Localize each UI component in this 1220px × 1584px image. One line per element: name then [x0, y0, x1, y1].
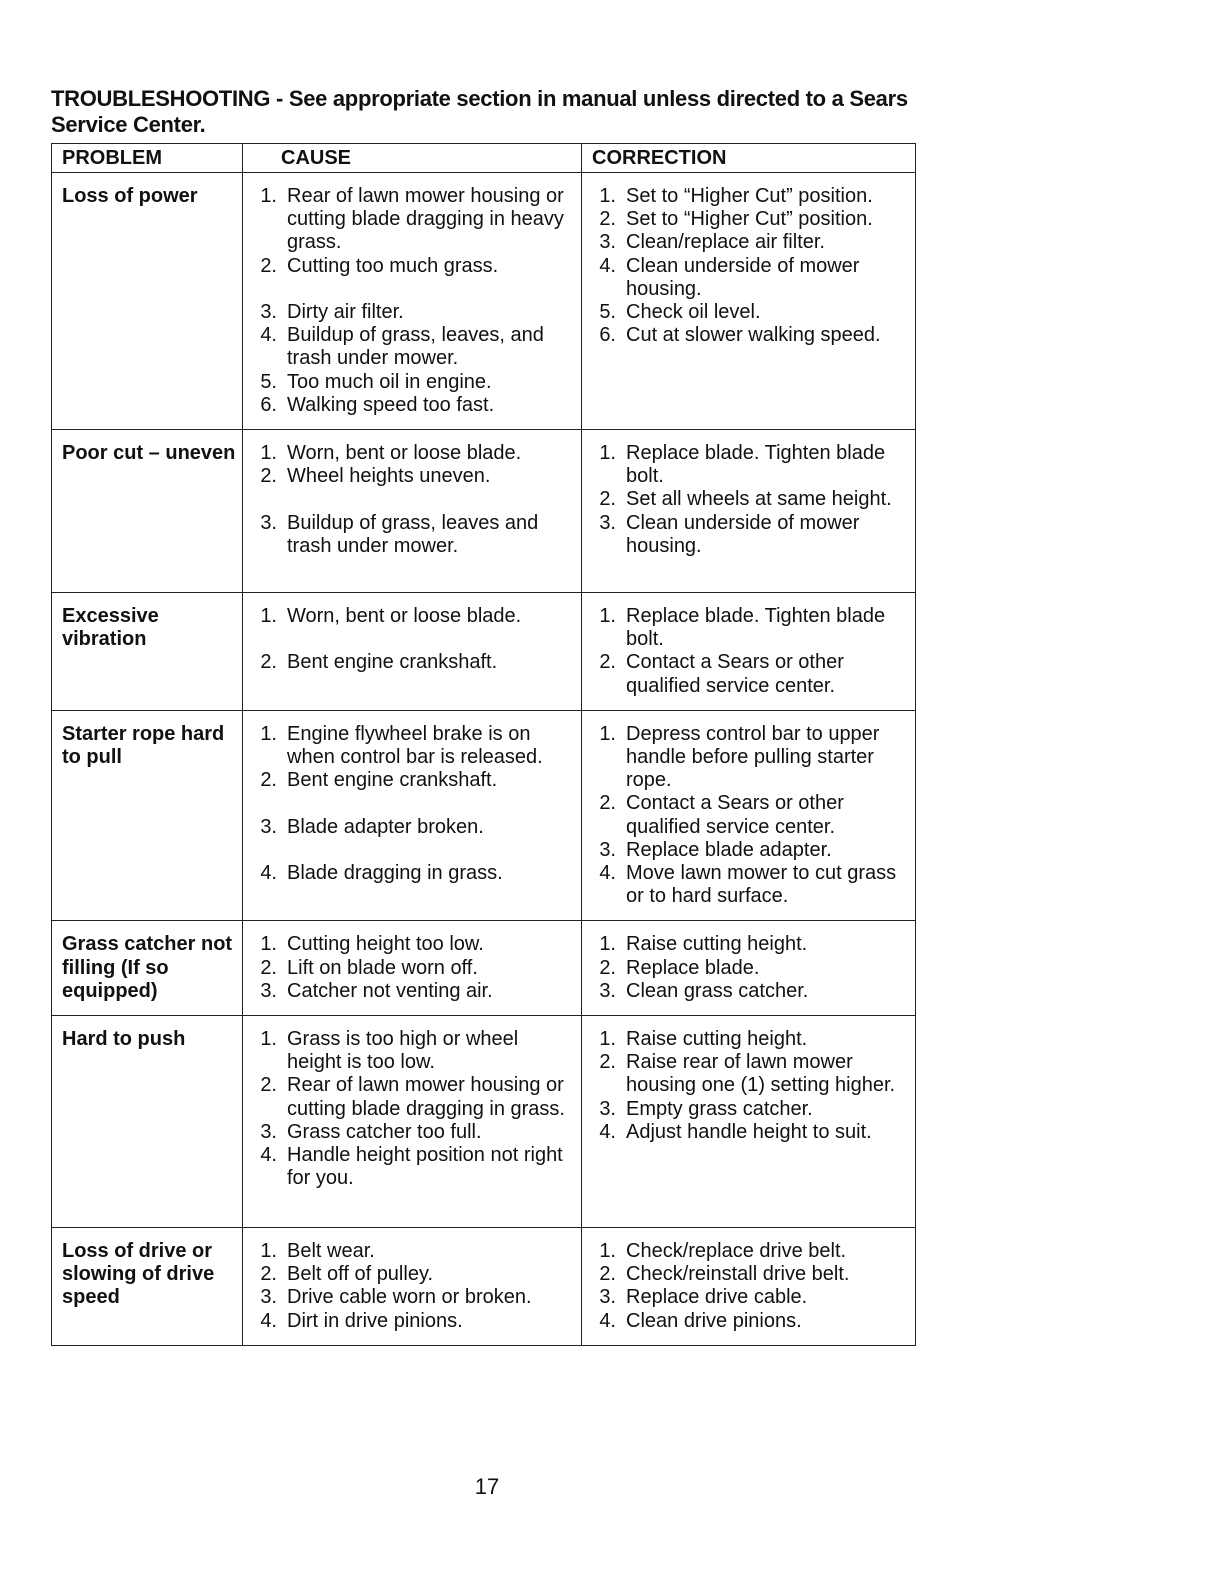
correction-item-text: Clean drive pinions.	[626, 1309, 802, 1332]
table-row	[52, 710, 916, 921]
correction-item-number: 2.	[599, 792, 616, 815]
cause-item-number: 3.	[260, 301, 277, 323]
table-row	[52, 593, 916, 711]
problem-cell: Grass catcher not filling (If so equipped)	[52, 921, 243, 1016]
cause-item-number: 1.	[260, 1028, 277, 1051]
correction-item-number: 4.	[599, 1120, 616, 1143]
correction-item-number: 1.	[599, 605, 616, 628]
cause-cell	[243, 921, 582, 1016]
cause-cell	[243, 1016, 582, 1228]
header-correction: CORRECTION	[582, 144, 916, 173]
problem-cell: Hard to push	[52, 1016, 243, 1228]
correction-cell	[582, 1016, 916, 1228]
correction-item-number: 1.	[599, 442, 616, 465]
correction-item	[592, 301, 911, 324]
cause-item	[253, 1028, 577, 1074]
cause-item-text: Worn, bent or loose blade.	[287, 442, 522, 465]
correction-item-number: 2.	[599, 208, 616, 231]
correction-item-number: 4.	[599, 254, 616, 277]
correction-item-text: Check/reinstall drive belt.	[626, 1263, 850, 1286]
correction-item-number: 1.	[599, 185, 616, 207]
cause-item-number: 2.	[260, 465, 277, 488]
correction-item-text: Replace blade.	[626, 956, 760, 979]
correction-item-text: Set to “Higher Cut” position.	[626, 185, 873, 207]
cause-item-text: Bent engine crankshaft.	[287, 651, 498, 674]
cause-item	[253, 605, 577, 628]
correction-item	[592, 185, 911, 208]
table-row	[52, 1016, 916, 1228]
correction-item	[592, 957, 911, 980]
cause-item-number: 4.	[260, 324, 277, 347]
correction-item	[592, 792, 911, 838]
table-row	[52, 173, 916, 430]
correction-item-text: Depress control bar to upper handle before pulling starter rope.	[626, 722, 880, 792]
line-spacer	[253, 839, 577, 862]
correction-item	[592, 933, 911, 956]
line-spacer	[253, 628, 577, 651]
cause-item	[253, 301, 577, 324]
cause-item	[253, 1286, 577, 1309]
cause-item-text: Handle height position not right for you.	[287, 1144, 563, 1190]
line-spacer	[253, 792, 577, 815]
cause-item	[253, 1074, 577, 1120]
correction-item-text: Set to “Higher Cut” position.	[626, 208, 873, 231]
correction-item	[592, 488, 911, 511]
cause-item-text: Too much oil in engine.	[287, 370, 492, 393]
cause-cell	[243, 593, 582, 711]
correction-item	[592, 512, 911, 558]
cause-item	[253, 1121, 577, 1144]
correction-item	[592, 442, 911, 488]
correction-item-text: Clean underside of mower housing.	[626, 511, 860, 557]
correction-item-number: 5.	[599, 301, 616, 324]
correction-item	[592, 324, 911, 347]
correction-item-text: Contact a Sears or other qualified service center.	[626, 792, 844, 838]
cause-item	[253, 1310, 577, 1333]
correction-cell	[582, 173, 916, 430]
correction-item-number: 3.	[599, 511, 616, 534]
cause-item	[253, 255, 577, 278]
cause-item	[253, 769, 577, 792]
cause-item-number: 3.	[260, 815, 277, 838]
cause-item-number: 2.	[260, 254, 277, 277]
correction-item-text: Contact a Sears or other qualified service center.	[626, 651, 844, 697]
cause-item-number: 2.	[260, 956, 277, 979]
correction-item	[592, 1028, 911, 1051]
correction-item	[592, 1240, 911, 1263]
cause-item-number: 1.	[260, 722, 277, 745]
cause-item-text: Belt off of pulley.	[287, 1263, 434, 1286]
troubleshooting-table	[51, 143, 916, 1346]
correction-cell	[582, 921, 916, 1016]
correction-cell	[582, 430, 916, 593]
cause-item	[253, 324, 577, 370]
cause-item-text: Walking speed too fast.	[287, 393, 495, 416]
cause-item	[253, 862, 577, 885]
cause-item-number: 1.	[260, 605, 277, 628]
cause-item-text: Catcher not venting air.	[287, 979, 493, 1002]
correction-item	[592, 839, 911, 862]
cause-cell	[243, 430, 582, 593]
page-number: 17	[474, 1474, 500, 1499]
cause-item-number: 2.	[260, 769, 277, 792]
correction-item	[592, 651, 911, 697]
correction-item	[592, 1051, 911, 1097]
problem-cell: Loss of power	[52, 173, 243, 430]
correction-item-number: 2.	[599, 488, 616, 511]
correction-item-number: 3.	[599, 1286, 616, 1309]
correction-item-text: Clean underside of mower housing.	[626, 254, 860, 300]
correction-item	[592, 862, 911, 908]
correction-cell	[582, 710, 916, 921]
correction-item	[592, 208, 911, 231]
cause-item	[253, 651, 577, 674]
cause-item-text: Drive cable worn or broken.	[287, 1286, 532, 1309]
cause-item-text: Bent engine crankshaft.	[287, 769, 498, 792]
page-title: TROUBLESHOOTING - See appropriate section in manual unless directed to a Sears Service Center.	[51, 86, 908, 137]
cause-item	[253, 1144, 577, 1190]
cause-item	[253, 465, 577, 488]
table-row	[52, 1228, 916, 1346]
cause-item-number: 3.	[260, 1120, 277, 1143]
cause-item	[253, 816, 577, 839]
correction-item-text: Replace blade. Tighten blade bolt.	[626, 442, 886, 488]
correction-item	[592, 255, 911, 301]
problem-cell: Starter rope hard to pull	[52, 710, 243, 921]
problem-cell: Poor cut – uneven	[52, 430, 243, 593]
cause-cell	[243, 1228, 582, 1346]
correction-item-text: Check oil level.	[626, 301, 761, 324]
correction-cell	[582, 593, 916, 711]
correction-item-number: 2.	[599, 1263, 616, 1286]
cause-item-number: 2.	[260, 1074, 277, 1097]
correction-item-number: 2.	[599, 956, 616, 979]
table-row	[52, 430, 916, 593]
cause-item-text: Blade dragging in grass.	[287, 862, 503, 885]
correction-item	[592, 1310, 911, 1333]
cause-item-number: 3.	[260, 1286, 277, 1309]
correction-item-text: Check/replace drive belt.	[626, 1240, 847, 1263]
correction-item	[592, 231, 911, 254]
cause-item-text: Rear of lawn mower housing or cutting blade dragging in grass.	[287, 1074, 565, 1120]
cause-item-text: Engine flywheel brake is on when control bar is released.	[287, 722, 543, 769]
cause-item	[253, 371, 577, 394]
table-header-row	[52, 144, 916, 173]
cause-item-number: 1.	[260, 933, 277, 956]
correction-item-number: 4.	[599, 862, 616, 885]
cause-item-number: 6.	[260, 393, 277, 416]
cause-item-number: 4.	[260, 862, 277, 885]
correction-item-number: 1.	[599, 1028, 616, 1051]
correction-item-text: Set all wheels at same height.	[626, 488, 892, 511]
cause-item-number: 2.	[260, 1263, 277, 1286]
cause-item-text: Blade adapter broken.	[287, 815, 484, 838]
correction-item-text: Adjust handle height to suit.	[626, 1120, 872, 1143]
line-spacer	[253, 278, 577, 301]
cause-item-text: Belt wear.	[287, 1240, 375, 1263]
correction-item-number: 2.	[599, 651, 616, 674]
correction-item-number: 1.	[599, 1240, 616, 1263]
correction-cell	[582, 1228, 916, 1346]
cause-item-number: 2.	[260, 651, 277, 674]
correction-item-text: Replace blade adapter.	[626, 838, 832, 861]
correction-item-text: Raise cutting height.	[626, 933, 808, 956]
line-spacer	[253, 488, 577, 511]
correction-item-text: Move lawn mower to cut grass or to hard surface.	[626, 862, 897, 908]
cause-item-text: Dirt in drive pinions.	[287, 1309, 463, 1332]
cause-item-number: 3.	[260, 511, 277, 534]
cause-item	[253, 933, 577, 956]
cause-item-number: 4.	[260, 1309, 277, 1332]
correction-item-text: Raise rear of lawn mower housing one (1) setting higher.	[626, 1051, 896, 1097]
cause-item-text: Worn, bent or loose blade.	[287, 605, 522, 628]
cause-item	[253, 512, 577, 558]
cause-item-number: 1.	[260, 442, 277, 465]
correction-item-text: Clean/replace air filter.	[626, 231, 825, 254]
cause-item	[253, 1240, 577, 1263]
correction-item-number: 2.	[599, 1051, 616, 1074]
correction-item	[592, 1098, 911, 1121]
header-problem: PROBLEM	[52, 144, 243, 173]
correction-item-text: Cut at slower walking speed.	[626, 324, 881, 347]
correction-item	[592, 1263, 911, 1286]
cause-item-text: Rear of lawn mower housing or cutting blade dragging in heavy grass.	[287, 185, 564, 254]
correction-item-number: 4.	[599, 1309, 616, 1332]
problem-cell: Excessive vibration	[52, 593, 243, 711]
correction-item	[592, 723, 911, 793]
cause-item-number: 1.	[260, 185, 277, 207]
cause-item-text: Lift on blade worn off.	[287, 956, 478, 979]
header-cause: CAUSE	[243, 144, 582, 173]
correction-item-text: Clean grass catcher.	[626, 979, 809, 1002]
correction-item	[592, 1286, 911, 1309]
cause-item-text: Buildup of grass, leaves and trash under mower.	[287, 511, 539, 557]
cause-item-text: Cutting too much grass.	[287, 254, 499, 277]
correction-item	[592, 1121, 911, 1144]
cause-item	[253, 723, 577, 769]
correction-item-number: 3.	[599, 979, 616, 1002]
cause-item	[253, 185, 577, 255]
table-row	[52, 921, 916, 1016]
correction-item	[592, 980, 911, 1003]
correction-item-number: 1.	[599, 722, 616, 745]
cause-item-text: Grass is too high or wheel height is too low.	[287, 1028, 519, 1074]
cause-item-text: Buildup of grass, leaves, and trash under mower.	[287, 324, 544, 370]
cause-item	[253, 394, 577, 417]
cause-item	[253, 1263, 577, 1286]
cause-item-number: 3.	[260, 979, 277, 1002]
correction-item-number: 3.	[599, 838, 616, 861]
cause-item-number: 1.	[260, 1240, 277, 1263]
problem-cell: Loss of drive or slowing of drive speed	[52, 1228, 243, 1346]
cause-item	[253, 980, 577, 1003]
cause-item-number: 5.	[260, 370, 277, 393]
correction-item	[592, 605, 911, 651]
correction-item-text: Empty grass catcher.	[626, 1097, 813, 1120]
correction-item-text: Replace drive cable.	[626, 1286, 808, 1309]
correction-item-number: 3.	[599, 1097, 616, 1120]
cause-item-number: 4.	[260, 1144, 277, 1167]
correction-item-text: Replace blade. Tighten blade bolt.	[626, 605, 886, 651]
cause-item-text: Wheel heights uneven.	[287, 465, 491, 488]
cause-item	[253, 957, 577, 980]
correction-item-text: Raise cutting height.	[626, 1028, 808, 1051]
correction-item-number: 3.	[599, 231, 616, 254]
cause-item	[253, 442, 577, 465]
cause-cell	[243, 710, 582, 921]
cause-item-text: Grass catcher too full.	[287, 1120, 482, 1143]
cause-item-text: Dirty air filter.	[287, 301, 404, 323]
correction-item-number: 6.	[599, 324, 616, 347]
cause-item-text: Cutting height too low.	[287, 933, 484, 956]
cause-cell	[243, 173, 582, 430]
correction-item-number: 1.	[599, 933, 616, 956]
